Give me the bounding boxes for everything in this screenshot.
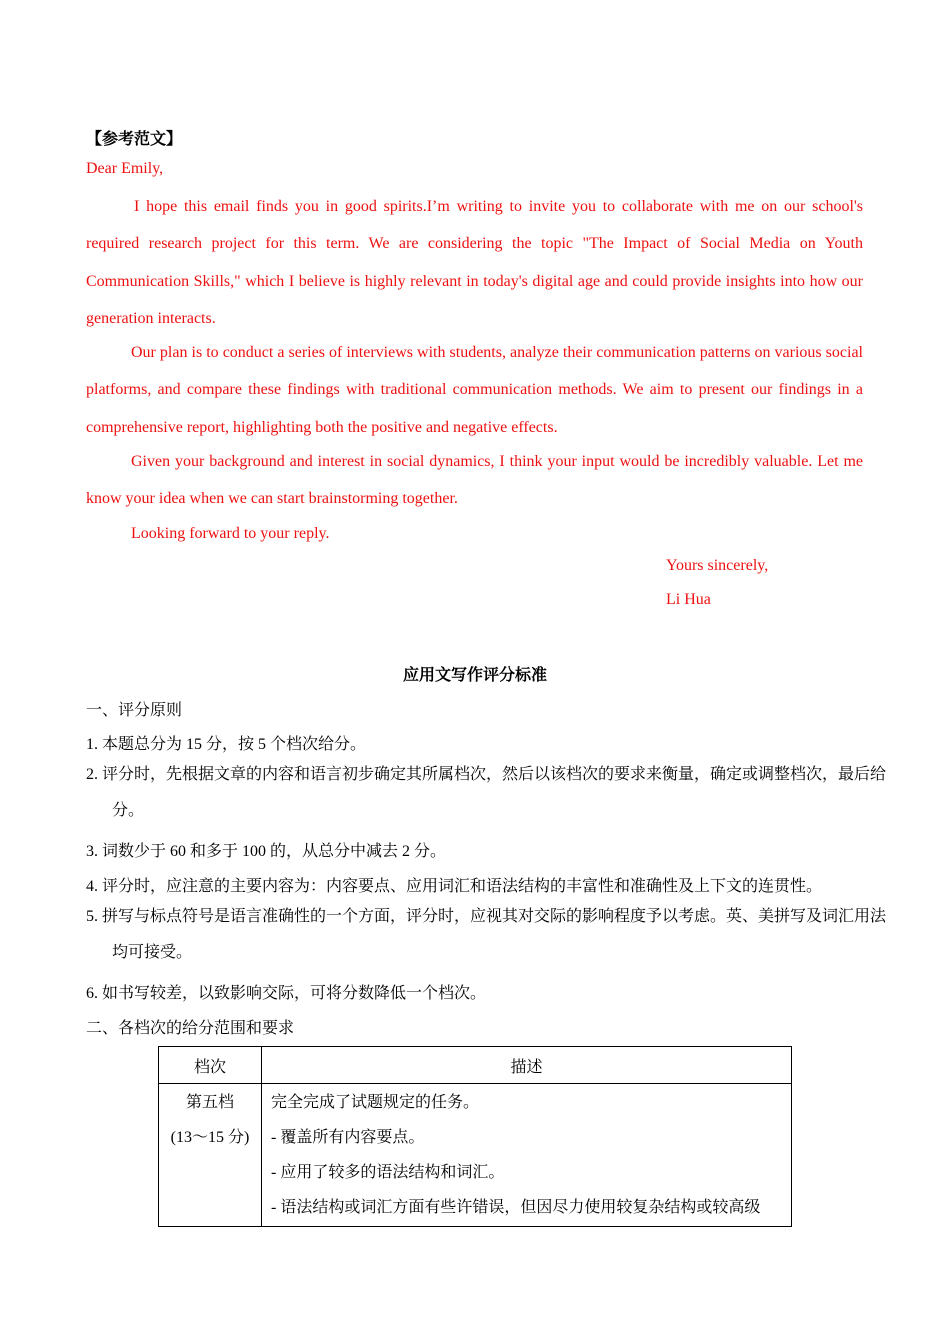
section-2-heading: 二、各档次的给分范围和要求 bbox=[86, 1020, 295, 1037]
header-description: 描述 bbox=[262, 1047, 792, 1084]
letter-paragraph-1: I hope this email finds you in good spirits.I’m writing to invite you to collaborate with me on our school's required research project for this term. We are considering the topic "The Impact of Social Media on Youth Communication Skills," which I believe is highly relevant in today's digital age and could provide insights into how our generation interacts. bbox=[86, 198, 863, 327]
letter-signature: Li Hua bbox=[666, 591, 711, 608]
rule-2: 2. 评分时，先根据文章的内容和语言初步确定其所属档次，然后以该档次的要求来衡量，确定或调整档次，最后给分。 bbox=[86, 766, 887, 819]
rule-5: 5. 拼写与标点符号是语言准确性的一个方面，评分时，应视其对交际的影响程度予以考虑。英、美拼写及词汇用法均可接受。 bbox=[86, 908, 887, 961]
header-level: 档次 bbox=[159, 1047, 262, 1084]
rule-3: 3. 词数少于 60 和多于 100 的，从总分中减去 2 分。 bbox=[86, 843, 447, 860]
level-range: (13～15 分) bbox=[170, 1129, 250, 1146]
letter-paragraph-4: Looking forward to your reply. bbox=[131, 525, 330, 542]
description-line: - 覆盖所有内容要点。 bbox=[271, 1129, 425, 1146]
level-name: 第五档 bbox=[185, 1094, 234, 1111]
letter-salutation: Dear Emily, bbox=[86, 160, 164, 177]
description-cell bbox=[262, 1084, 792, 1227]
rule-1: 1. 本题总分为 15 分，按 5 个档次给分。 bbox=[86, 736, 367, 753]
level-cell bbox=[159, 1084, 262, 1227]
standards-title: 应用文写作评分标准 bbox=[402, 667, 547, 684]
letter-closing: Yours sincerely, bbox=[666, 557, 769, 574]
table-row bbox=[159, 1084, 792, 1227]
rule-6: 6. 如书写较差，以致影响交际，可将分数降低一个档次。 bbox=[86, 985, 487, 1002]
section-1-heading: 一、评分原则 bbox=[86, 702, 183, 719]
table-header-row bbox=[159, 1047, 792, 1084]
description-line: 完全完成了试题规定的任务。 bbox=[271, 1094, 480, 1111]
letter-paragraph-2: Our plan is to conduct a series of interviews with students, analyze their communication patterns on various social platforms, and compare these findings with traditional communication methods. We aim to present our findings in a comprehensive report, highlighting both the positive and negative effects. bbox=[86, 344, 863, 436]
letter-paragraph-3: Given your background and interest in social dynamics, I think your input would be incredibly valuable. Let me know your idea when we can start brainstorming together. bbox=[86, 453, 863, 508]
rule-4: 4. 评分时，应注意的主要内容为：内容要点、应用词汇和语法结构的丰富性和准确性及上下文的连贯性。 bbox=[86, 878, 823, 895]
grading-table bbox=[158, 1046, 792, 1227]
description-line: - 语法结构或词汇方面有些许错误，但因尽力使用较复杂结构或较高级 bbox=[271, 1199, 761, 1216]
reference-heading: 【参考范文】 bbox=[86, 131, 183, 148]
description-line: - 应用了较多的语法结构和词汇。 bbox=[271, 1164, 505, 1181]
